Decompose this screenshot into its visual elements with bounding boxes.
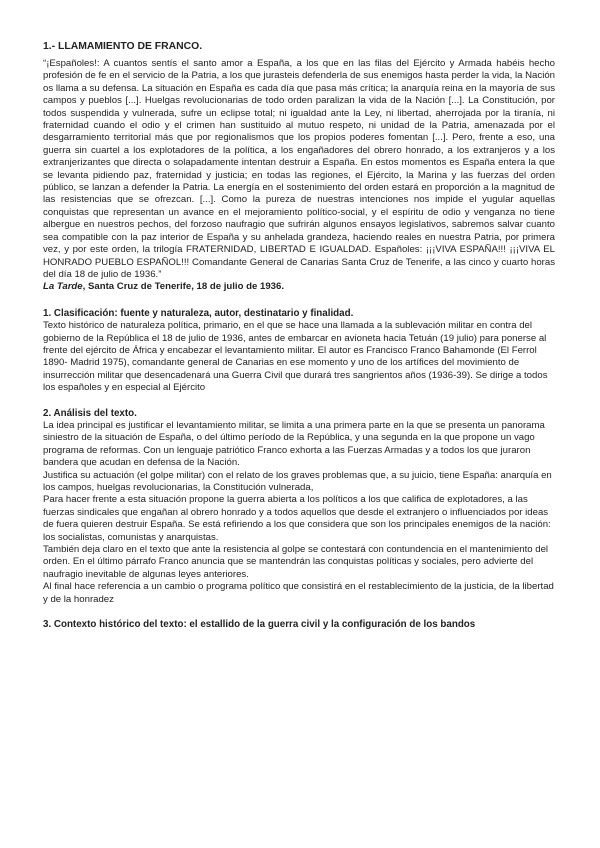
section-2-paragraph: La idea principal es justificar el levantamiento militar, se limita a una primera parte en la que se presenta un panorama siniestro de la situación de España, o del último período de la República, y una segunda en la que propone un vago programa de reformas. Con un lenguaje patriótico Franco exhorta a las Fuerzas Armadas y a todos los que juraron bandera que acudan en defensa de la Nación. <box>43 419 545 469</box>
section-2-paragraph: Al final hace referencia a un cambio o programa político que consistirá en el restablecimiento de la justicia, de la libertad y de la honradez <box>43 581 554 605</box>
source-signature <box>43 281 555 293</box>
section-2-paragraph: También deja claro en el texto que ante la resistencia al golpe se contestará con contundencia en el mantenimiento del orden. En el último párrafo Franco anuncia que se mantendrán las conquistas políticas y sociales, pero advierte del naufragio inevitable de algunas leyes anteriores. <box>43 544 549 580</box>
section-2-paragraph: Justifica su actuación (el golpe militar) con el relato de los graves problemas que, a su juicio, tiene España: anarquía en los campos, huelgas revolucionarias, la Constitución vulnerada, <box>43 469 552 493</box>
document-body <box>43 40 555 631</box>
section-1-text: Texto histórico de naturaleza política, primario, en el que se hace una llamada a la sublevación militar en contra del gobierno de la República el 18 de julio de 1936, antes de embarcar en avioneta hacia Tetuán (19 julio) para ponerse al frente del ejército de África y encabezar el levantamiento militar. El autor es Francisco Franco Bahamonde (El Ferrol 1890- Madrid 1975), comandante general de Canarias en ese momento y uno de los artífices del movimiento de insurrección militar que desencadenará una Guerra Civil que durará tres sangrientos años (1936-39). Se dirige a todos los españoles y en especial al Ejército <box>43 320 548 394</box>
source-place-date: , Santa Cruz de Tenerife, 18 de julio de 1936. <box>82 281 284 293</box>
source-newspaper: La Tarde <box>43 281 83 293</box>
section-3-heading: 3. Contexto histórico del texto: el estallido de la guerra civil y la configuración de los bandos <box>43 619 476 631</box>
section-2-paragraph: Para hacer frente a esta situación propone la guerra abierta a los políticos a los que califica de explotadores, a las fuerzas sindicales que engañan al obrero honrado y a todos aquellos que desde el extranjero o influenciados por ideas de fuera quieren destruir España. Se está refiriendo a los que considera que son los principales enemigos de la nación: los socialistas, comunistas y anarquistas. <box>43 494 551 543</box>
section-1-heading: 1. Clasificación: fuente y naturaleza, autor, destinatario y finalidad. <box>43 307 354 319</box>
document-title: 1.- LLAMAMIENTO DE FRANCO. <box>43 41 203 52</box>
section-spacer <box>43 395 555 408</box>
quote-text: “¡Españoles!: A cuantos sentís el santo amor a España, a los que en las filas del Ejército y Armada habéis hecho profesión de fe en el servicio de la Patria, a los que jurasteis defenderla de sus enemigos hasta perder la vida, la Nación os llama a su defensa. La situación en España es cada día que pasa más crítica; la anarquía reina en la mayoría de sus campos y pueblos [...]. Huelgas revolucionarias de todo orden paralizan la vida de la Nación [...]. La Constitución, por todos suspendida y vulnerada, sufre un eclipse total; ni igualdad ante la Ley, ni libertad, aherrojada por la tiranía, ni fraternidad cuando el odio y el crimen han sustituido al mutuo respeto, ni unidad de la Patria, amenazada por el desgarramiento territorial más que por regionalismos que los propios poderes fomentan [...]. Pero, frente a eso, una guerra sin cuartel a los explotadores de la política, a los engañadores del obrero honrado, a los extranjeros y a los extranjerizantes que directa o solapadamente intentan destruir a España. En estos momentos es España entera la que se levanta pidiendo paz, fraternidad y justicia; en todas las regiones, el Ejército, la Marina y las fuerzas del orden público, se lanzan a defender la Patria. La energía en el sostenimiento del orden estará en proporción a la magnitud de las resistencias que se ofrezcan. [...]. Como la pureza de nuestras intenciones nos impide el yugular aquellas conquistas que representan un avance en el mejoramiento político-social, y el espíritu de odio y venganza no tiene albergue en nuestros pechos, del forzoso naufragio que sufrirán algunos ensayos legislativos, sabremos salvar cuanto sea compatible con la paz interior de España y su anhelada grandeza, haciendo reales en nuestra Patria, por primera vez, y por este orden, la trilogía FRATERNIDAD, LIBERTAD E IGUALDAD. Españoles: ¡¡¡VIVA ESPAÑA!!! ¡¡¡VIVA EL HONRADO PUEBLO ESPAÑOL!!! Comandante General de Canarias Santa Cruz de Tenerife, a las cinco y cuarto horas del día 18 de julio de 1936.” <box>43 58 555 280</box>
section-2-heading: 2. Análisis del texto. <box>43 407 137 419</box>
section-spacer <box>43 606 555 619</box>
